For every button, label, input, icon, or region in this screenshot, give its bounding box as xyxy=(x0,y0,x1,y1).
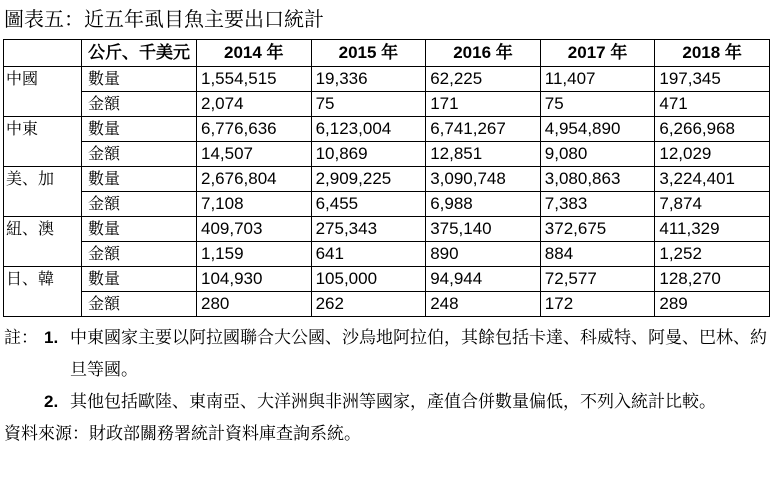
metric-cell: 數量 xyxy=(82,217,197,242)
table-row xyxy=(4,142,770,167)
value-cell: 197,345 xyxy=(655,67,770,92)
value-cell: 375,140 xyxy=(426,217,541,242)
year-header: 2016 年 xyxy=(426,40,541,67)
value-cell: 7,874 xyxy=(655,192,770,217)
value-cell: 3,224,401 xyxy=(655,167,770,192)
table-row xyxy=(4,217,770,242)
value-cell: 1,252 xyxy=(655,242,770,267)
value-cell: 104,930 xyxy=(197,267,312,292)
region-cell: 中東 xyxy=(4,117,82,167)
metric-cell: 金額 xyxy=(82,92,197,117)
value-cell: 94,944 xyxy=(426,267,541,292)
value-cell: 6,455 xyxy=(311,192,426,217)
value-cell: 6,776,636 xyxy=(197,117,312,142)
table-row xyxy=(4,192,770,217)
value-cell: 1,554,515 xyxy=(197,67,312,92)
value-cell: 19,336 xyxy=(311,67,426,92)
figure-title: 圖表五：近五年虱目魚主要出口統計 xyxy=(4,7,324,31)
year-header: 2015 年 xyxy=(311,40,426,67)
value-cell: 884 xyxy=(540,242,655,267)
table-body xyxy=(4,67,770,317)
value-cell: 275,343 xyxy=(311,217,426,242)
value-cell: 4,954,890 xyxy=(540,117,655,142)
metric-cell: 金額 xyxy=(82,242,197,267)
value-cell: 75 xyxy=(311,92,426,117)
note-item xyxy=(4,322,774,386)
value-cell: 280 xyxy=(197,292,312,317)
value-cell: 409,703 xyxy=(197,217,312,242)
value-cell: 2,074 xyxy=(197,92,312,117)
year-header: 2017 年 xyxy=(540,40,655,67)
value-cell: 171 xyxy=(426,92,541,117)
table-row xyxy=(4,167,770,192)
value-cell: 12,029 xyxy=(655,142,770,167)
value-cell: 3,080,863 xyxy=(540,167,655,192)
value-cell: 289 xyxy=(655,292,770,317)
corner-cell xyxy=(4,40,82,67)
metric-cell: 數量 xyxy=(82,267,197,292)
metric-cell: 數量 xyxy=(82,67,197,92)
value-cell: 641 xyxy=(311,242,426,267)
note-number: 2. xyxy=(44,392,59,411)
region-cell: 紐、澳 xyxy=(4,217,82,267)
year-header: 2014 年 xyxy=(197,40,312,67)
value-cell: 6,123,004 xyxy=(311,117,426,142)
value-cell: 10,869 xyxy=(311,142,426,167)
table-row xyxy=(4,242,770,267)
value-cell: 9,080 xyxy=(540,142,655,167)
value-cell: 75 xyxy=(540,92,655,117)
note-item xyxy=(4,386,774,418)
value-cell: 6,266,968 xyxy=(655,117,770,142)
value-cell: 128,270 xyxy=(655,267,770,292)
unit-header: 公斤、千美元 xyxy=(82,40,197,67)
value-cell: 248 xyxy=(426,292,541,317)
notes-prefix: 註： xyxy=(4,328,38,348)
value-cell: 372,675 xyxy=(540,217,655,242)
table-row xyxy=(4,67,770,92)
notes-section xyxy=(4,322,774,450)
table-row xyxy=(4,92,770,117)
metric-cell: 金額 xyxy=(82,142,197,167)
note-text: 其他包括歐陸、東南亞、大洋洲與非洲等國家，產值合併數量偏低，不列入統計比較。 xyxy=(70,392,716,412)
value-cell: 6,988 xyxy=(426,192,541,217)
value-cell: 105,000 xyxy=(311,267,426,292)
metric-cell: 數量 xyxy=(82,167,197,192)
value-cell: 2,909,225 xyxy=(311,167,426,192)
table-header-row xyxy=(4,40,770,67)
value-cell: 14,507 xyxy=(197,142,312,167)
value-cell: 2,676,804 xyxy=(197,167,312,192)
value-cell: 262 xyxy=(311,292,426,317)
value-cell: 471 xyxy=(655,92,770,117)
value-cell: 7,383 xyxy=(540,192,655,217)
value-cell: 1,159 xyxy=(197,242,312,267)
year-header: 2018 年 xyxy=(655,40,770,67)
table-row xyxy=(4,117,770,142)
data-source: 資料來源：財政部關務署統計資料庫查詢系統。 xyxy=(4,424,361,444)
export-statistics-table xyxy=(3,39,770,317)
value-cell: 890 xyxy=(426,242,541,267)
region-cell: 中國 xyxy=(4,67,82,117)
note-text: 中東國家主要以阿拉國聯合大公國、沙烏地阿拉伯，其餘包括卡達、科威特、阿曼、巴林、約旦等國。 xyxy=(70,328,767,380)
value-cell: 411,329 xyxy=(655,217,770,242)
value-cell: 6,741,267 xyxy=(426,117,541,142)
metric-cell: 數量 xyxy=(82,117,197,142)
value-cell: 172 xyxy=(540,292,655,317)
value-cell: 11,407 xyxy=(540,67,655,92)
value-cell: 72,577 xyxy=(540,267,655,292)
metric-cell: 金額 xyxy=(82,192,197,217)
value-cell: 3,090,748 xyxy=(426,167,541,192)
table-row xyxy=(4,267,770,292)
value-cell: 12,851 xyxy=(426,142,541,167)
region-cell: 日、韓 xyxy=(4,267,82,317)
note-number: 1. xyxy=(44,328,59,347)
metric-cell: 金額 xyxy=(82,292,197,317)
table-row xyxy=(4,292,770,317)
value-cell: 7,108 xyxy=(197,192,312,217)
region-cell: 美、加 xyxy=(4,167,82,217)
value-cell: 62,225 xyxy=(426,67,541,92)
